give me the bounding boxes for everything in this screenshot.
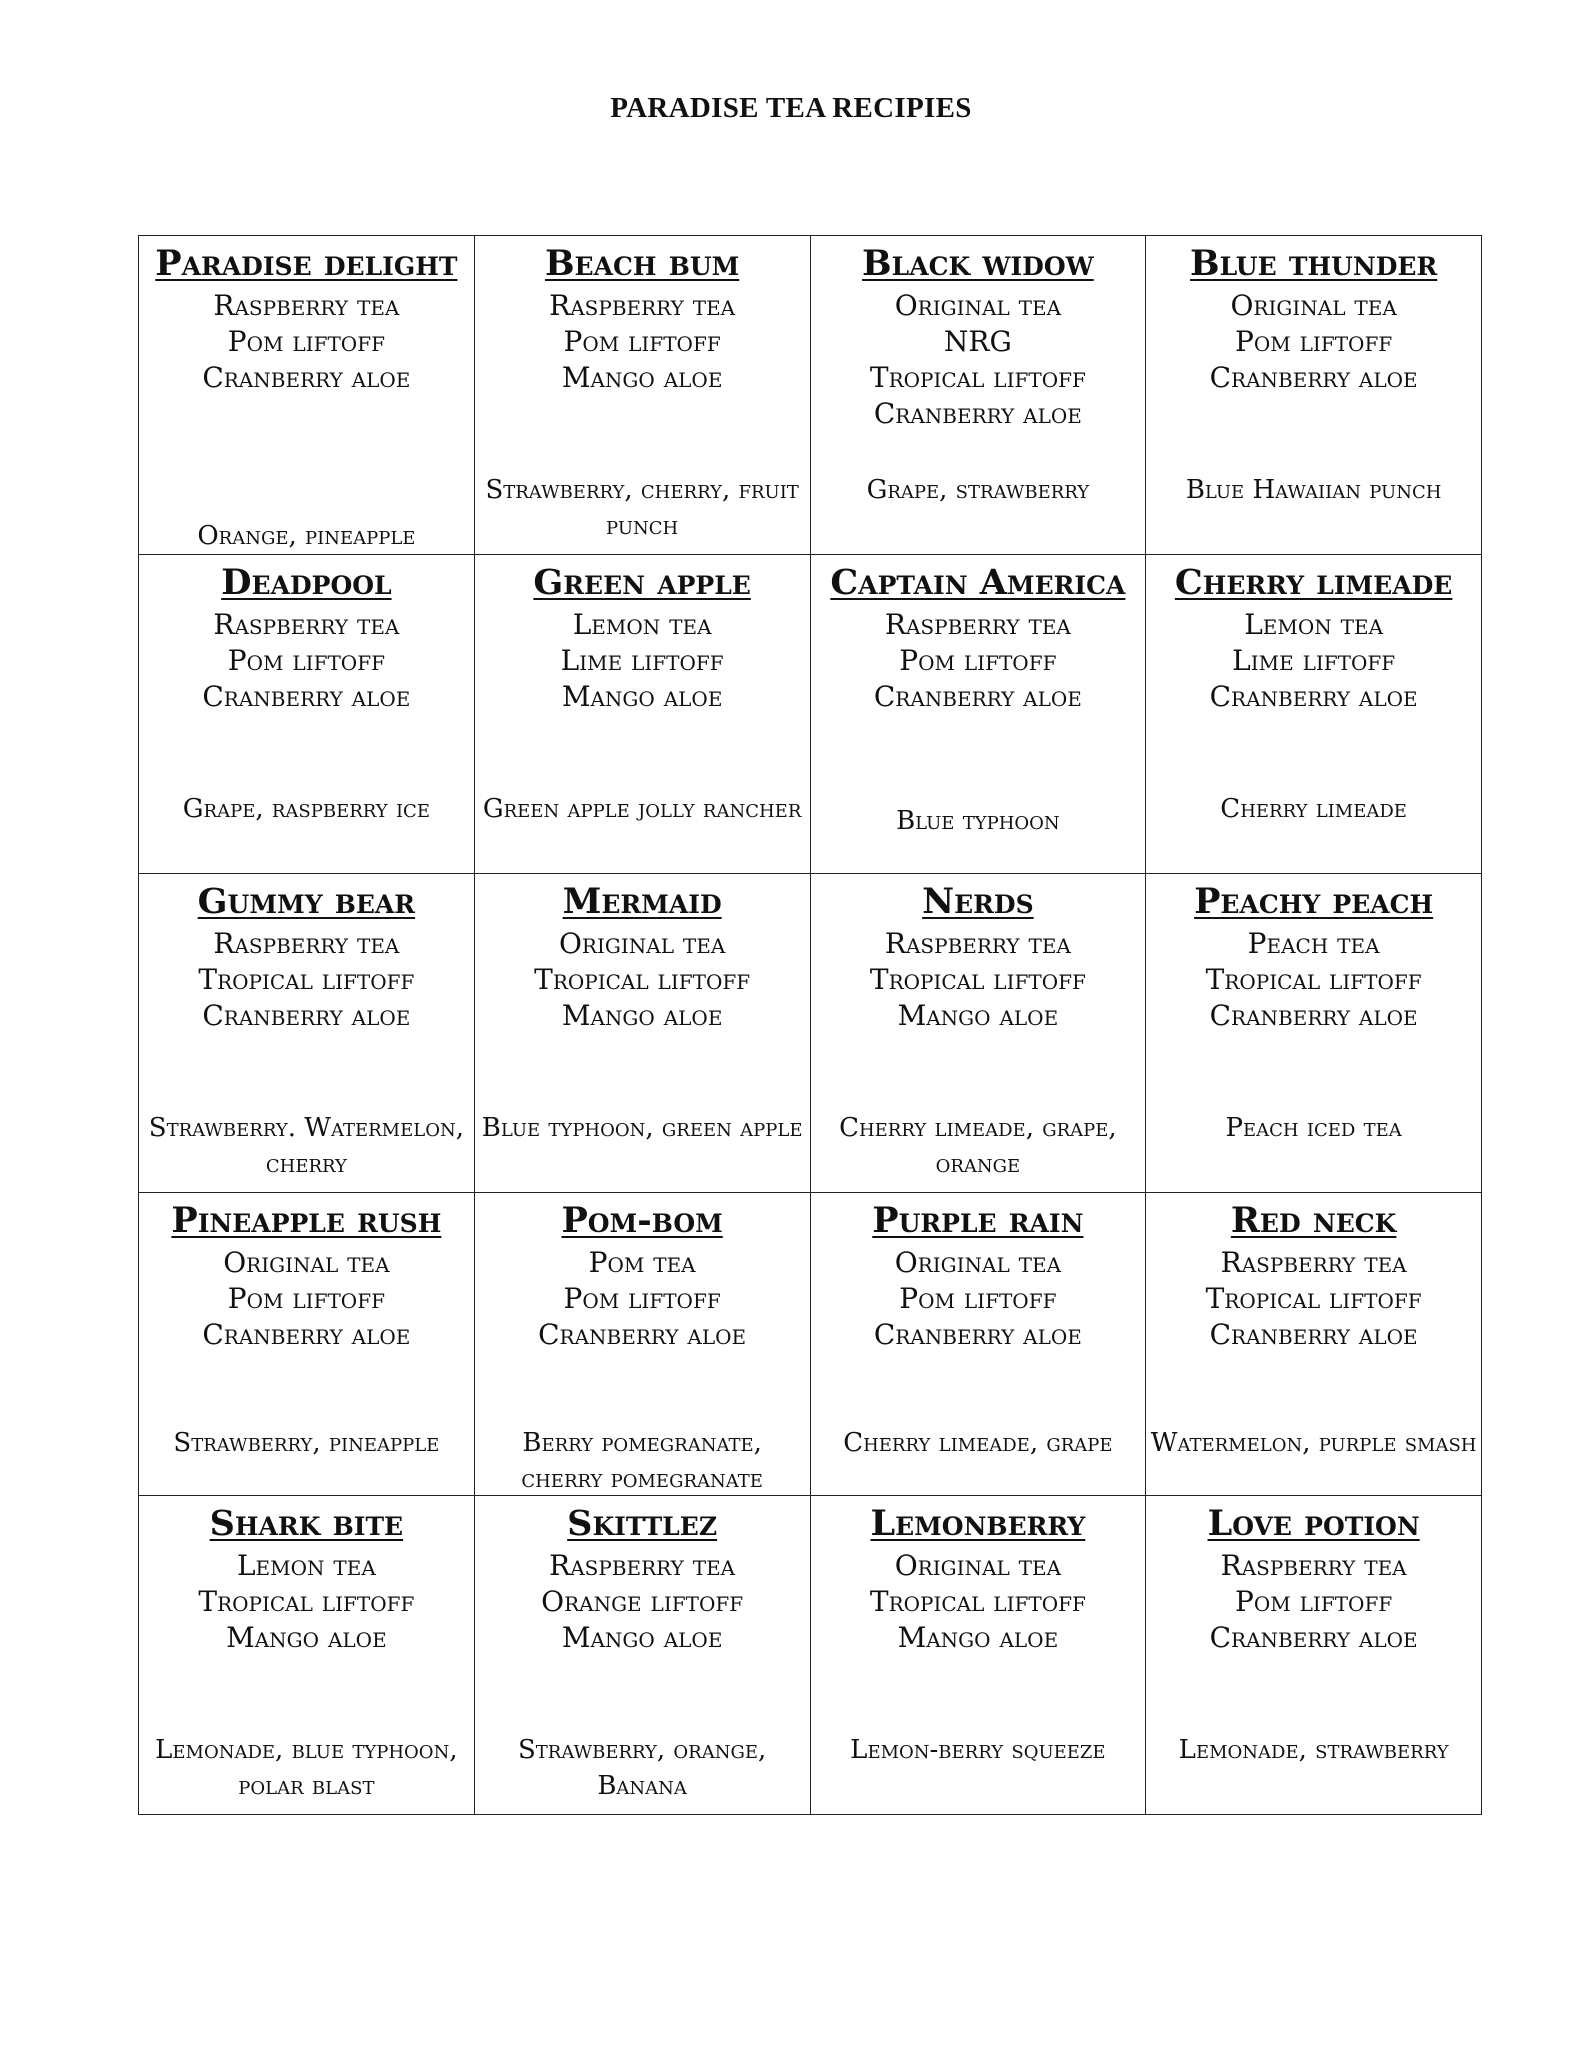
drink-name: Nerds [922, 881, 1034, 922]
flavor-list: Blue typhoon, green apple [481, 1113, 803, 1143]
ingredient: Tropical liftoff [198, 1585, 415, 1618]
drink-name: Lemonberry [870, 1503, 1086, 1544]
recipe-card [474, 874, 810, 1193]
ingredient-list [1146, 607, 1481, 715]
flavor-list: Cherry limeade [1220, 794, 1407, 824]
ingredient: Mango aloe [561, 999, 723, 1032]
ingredient-list [1146, 288, 1481, 396]
ingredient-list [1146, 926, 1481, 1034]
flavor-list: Grape, raspberry ice [182, 794, 430, 824]
ingredient: Raspberry tea [884, 927, 1071, 960]
recipe-card [474, 236, 810, 555]
recipe-card [139, 874, 475, 1193]
ingredient-list [1146, 1548, 1481, 1656]
ingredient: Orange liftoff [541, 1585, 744, 1618]
recipe-card [1146, 874, 1482, 1193]
ingredient: Lime liftoff [560, 644, 724, 677]
ingredient-list [811, 1548, 1146, 1656]
ingredient-list [475, 1548, 810, 1656]
ingredient: NRG [943, 325, 1012, 358]
ingredient: Cranberry aloe [538, 1318, 747, 1351]
flavor-list: Peach iced tea [1225, 1113, 1402, 1143]
flavor-list: Blue Hawaiian punch [1185, 475, 1442, 505]
drink-name: Green apple [533, 562, 751, 603]
drink-name: Beach bum [544, 243, 740, 284]
ingredient: Tropical liftoff [198, 963, 415, 996]
flavor-list: Strawberry, cherry, fruit punch [485, 475, 799, 541]
recipe-card [1146, 236, 1482, 555]
recipe-card [810, 555, 1146, 874]
flavor-list: Strawberry, orange, Banana [517, 1735, 767, 1801]
ingredient: Lemon tea [1244, 608, 1384, 641]
flavor-list: Grape, strawberry [866, 475, 1090, 505]
ingredient-list [475, 607, 810, 715]
flavor-list: Berry pomegranate, cherry pomegranate [521, 1428, 763, 1494]
flavor-list: Cherry limeade, grape [843, 1428, 1113, 1458]
ingredient-list [139, 1548, 474, 1656]
drink-name: Shark bite [209, 1503, 404, 1544]
recipe-card [139, 1193, 475, 1496]
ingredient: Cranberry aloe [873, 680, 1082, 713]
ingredient: Lime liftoff [1232, 644, 1396, 677]
recipe-grid [138, 235, 1482, 1815]
ingredient-list [139, 288, 474, 396]
flavor-list: Lemonade, blue typhoon, polar blast [155, 1735, 458, 1801]
ingredient: Raspberry tea [1220, 1549, 1407, 1582]
table-row [139, 874, 1482, 1193]
ingredient: Tropical liftoff [869, 963, 1086, 996]
ingredient: Tropical liftoff [869, 361, 1086, 394]
ingredient: Cranberry aloe [1209, 1621, 1418, 1654]
ingredient-list [139, 607, 474, 715]
ingredient: Pom liftoff [1235, 1585, 1393, 1618]
flavor-list: Strawberry, pineapple [173, 1428, 440, 1458]
ingredient-list [811, 288, 1146, 432]
ingredient-list [139, 1245, 474, 1353]
ingredient: Cranberry aloe [202, 1318, 411, 1351]
ingredient: Original tea [558, 927, 726, 960]
table-row [139, 555, 1482, 874]
ingredient: Pom liftoff [563, 1282, 721, 1315]
ingredient: Cranberry aloe [1209, 361, 1418, 394]
recipe-card [139, 555, 475, 874]
ingredient: Tropical liftoff [1205, 963, 1422, 996]
page-title: PARADISE TEA RECIPIES [610, 92, 972, 124]
drink-name: Blue thunder [1190, 243, 1438, 284]
table-row [139, 1496, 1482, 1815]
ingredient-list [475, 926, 810, 1034]
flavor-list: Cherry limeade, grape, orange [839, 1113, 1117, 1179]
drink-name: Skittlez [567, 1503, 718, 1544]
ingredient: Tropical liftoff [1205, 1282, 1422, 1315]
ingredient: Pom liftoff [227, 325, 385, 358]
drink-name: Paradise delight [155, 243, 458, 284]
drink-name: Peachy peach [1194, 881, 1434, 922]
ingredient: Raspberry tea [213, 927, 400, 960]
ingredient: Mango aloe [561, 680, 723, 713]
ingredient: Pom liftoff [1235, 325, 1393, 358]
flavor-list: Orange, pineapple [197, 521, 416, 551]
ingredient: Raspberry tea [884, 608, 1071, 641]
drink-name: Love potion [1207, 1503, 1420, 1544]
recipe-card [1146, 1496, 1482, 1815]
ingredient: Original tea [894, 289, 1062, 322]
drink-name: Gummy bear [197, 881, 416, 922]
ingredient: Tropical liftoff [869, 1585, 1086, 1618]
ingredient: Tropical liftoff [534, 963, 751, 996]
recipe-card [1146, 1193, 1482, 1496]
flavor-list: Watermelon, purple smash [1150, 1428, 1477, 1458]
ingredient: Lemon tea [572, 608, 712, 641]
recipe-card [139, 236, 475, 555]
ingredient: Pom liftoff [227, 1282, 385, 1315]
drink-name: Deadpool [221, 562, 392, 603]
drink-name: Mermaid [562, 881, 722, 922]
recipe-card [474, 1496, 810, 1815]
recipe-card [139, 1496, 475, 1815]
ingredient: Lemon tea [236, 1549, 376, 1582]
recipe-card [810, 1496, 1146, 1815]
ingredient: Raspberry tea [549, 1549, 736, 1582]
ingredient-list [475, 1245, 810, 1353]
ingredient: Pom tea [588, 1246, 696, 1279]
recipe-card [474, 555, 810, 874]
ingredient: Cranberry aloe [873, 397, 1082, 430]
ingredient: Cranberry aloe [1209, 999, 1418, 1032]
recipe-card [810, 874, 1146, 1193]
ingredient: Mango aloe [897, 1621, 1059, 1654]
flavor-list: Green apple jolly rancher [482, 794, 802, 824]
ingredient: Original tea [894, 1246, 1062, 1279]
drink-name: Pineapple rush [171, 1200, 442, 1241]
ingredient-list [811, 607, 1146, 715]
ingredient: Pom liftoff [899, 1282, 1057, 1315]
flavor-list: Strawberry. Watermelon, cherry [148, 1113, 464, 1179]
flavor-list: Lemonade, strawberry [1178, 1735, 1449, 1765]
recipe-card [810, 236, 1146, 555]
ingredient-list [1146, 1245, 1481, 1353]
table-row [139, 1193, 1482, 1496]
ingredient: Mango aloe [897, 999, 1059, 1032]
ingredient: Raspberry tea [549, 289, 736, 322]
recipe-card [474, 1193, 810, 1496]
drink-name: Captain America [830, 562, 1126, 603]
ingredient: Cranberry aloe [1209, 680, 1418, 713]
ingredient-list [811, 1245, 1146, 1353]
ingredient: Pom liftoff [563, 325, 721, 358]
ingredient: Original tea [223, 1246, 390, 1279]
recipe-card [810, 1193, 1146, 1496]
drink-name: Black widow [862, 243, 1094, 284]
drink-name: Red neck [1230, 1200, 1397, 1241]
ingredient: Mango aloe [561, 361, 723, 394]
ingredient: Mango aloe [561, 1621, 723, 1654]
drink-name: Cherry limeade [1174, 562, 1453, 603]
ingredient: Pom liftoff [899, 644, 1057, 677]
flavor-list: Blue typhoon [896, 806, 1060, 836]
ingredient: Peach tea [1247, 927, 1380, 960]
ingredient-list [811, 926, 1146, 1034]
ingredient: Raspberry tea [213, 608, 400, 641]
ingredient: Cranberry aloe [202, 999, 411, 1032]
recipe-card [1146, 555, 1482, 874]
ingredient: Cranberry aloe [873, 1318, 1082, 1351]
ingredient: Cranberry aloe [202, 361, 411, 394]
flavor-list: Lemon-berry squeeze [850, 1735, 1106, 1765]
ingredient: Original tea [1230, 289, 1397, 322]
ingredient: Cranberry aloe [202, 680, 411, 713]
ingredient-list [139, 926, 474, 1034]
ingredient: Pom liftoff [227, 644, 385, 677]
ingredient: Original tea [894, 1549, 1062, 1582]
drink-name: Purple rain [872, 1200, 1084, 1241]
drink-name: Pom-bom [561, 1200, 723, 1241]
ingredient: Cranberry aloe [1209, 1318, 1418, 1351]
ingredient: Raspberry tea [1220, 1246, 1407, 1279]
table-row [139, 236, 1482, 555]
ingredient: Raspberry tea [213, 289, 400, 322]
ingredient-list [475, 288, 810, 396]
ingredient: Mango aloe [226, 1621, 387, 1654]
